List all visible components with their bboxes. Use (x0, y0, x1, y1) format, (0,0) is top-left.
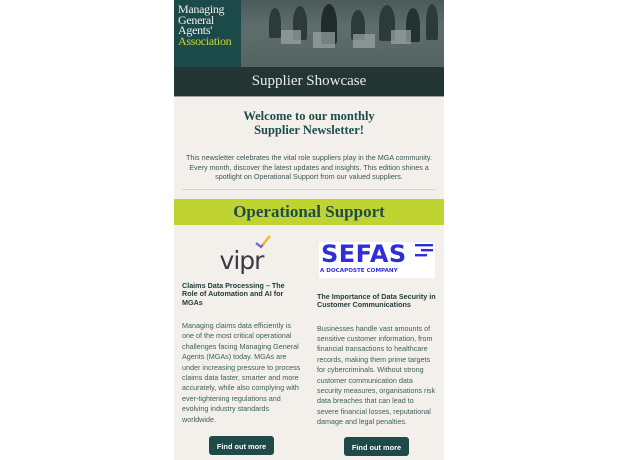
logo-line: Agents' (178, 23, 213, 37)
article-body: Managing claims data efficiently is one of the most critical operational challenges facing Managing General Agents (MGAs) today. MGAs are under increasing pressure to process claims data faster, smarter and more accurately, while also complying with ever-tightening regulations and evolving industry standards worldwide. (182, 321, 301, 424)
logo-line: Managing (178, 2, 225, 16)
newsletter-email (174, 0, 444, 460)
mga-logo[interactable] (174, 0, 241, 67)
article-columns (174, 225, 444, 456)
sefas-logo[interactable]: SEFAS A DOCAPOSTE COMPANY (319, 242, 435, 278)
logo-line-accent: Association (178, 33, 232, 48)
article-title[interactable]: The Importance of Data Security in Customer Communications (317, 291, 436, 310)
welcome-section (174, 97, 444, 182)
welcome-title: Welcome to our monthly Supplier Newsletter! (243, 109, 375, 137)
divider (182, 189, 436, 190)
supplier-showcase-banner: Supplier Showcase (174, 67, 444, 97)
hero-header (174, 0, 444, 67)
article-body: Businesses handle vast amounts of sensitive customer information, from financial transactions to healthcare records, making them prime targets for cybercriminals. Without strong customer communication data security measures, organisations risk data breaches that can lead to severe financial losses, reputational damage and legal penalties. (317, 323, 436, 427)
welcome-intro: This newsletter celebrates the vital role suppliers play in the MGA community. Every month, discover the latest updates and insights. This edition shines a spotlight on Operational Support from our valued suppliers. (186, 153, 432, 182)
article-sefas (309, 225, 444, 456)
article-vipr (174, 225, 309, 456)
article-title[interactable]: Claims Data Processing – The Role of Automation and AI for MGAs (182, 280, 285, 307)
find-out-more-button[interactable]: Find out more (344, 437, 409, 456)
section-title-operational-support: Operational Support (174, 199, 444, 225)
sefas-lines-icon (413, 243, 435, 257)
meeting-photo (241, 0, 444, 67)
vipr-logo[interactable]: vipr (182, 237, 301, 275)
find-out-more-button[interactable]: Find out more (209, 436, 274, 455)
checkmark-icon (254, 235, 272, 249)
logo-line: General (178, 12, 214, 27)
